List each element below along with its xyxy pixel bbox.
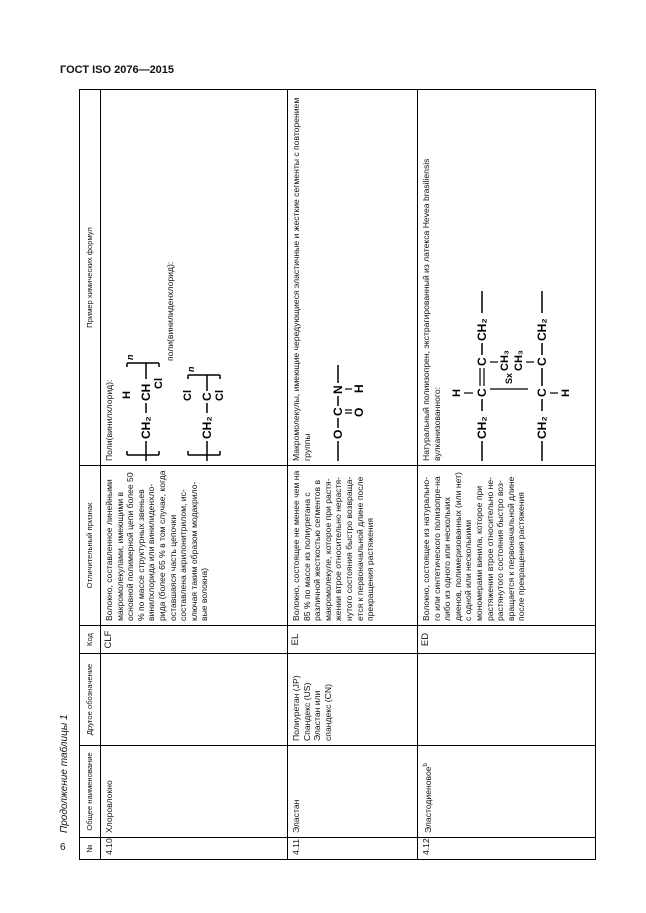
chem-c: C	[199, 392, 214, 401]
page-number: 6	[60, 842, 66, 853]
col-code-header: Код	[80, 626, 101, 654]
chem-ch: CH	[138, 383, 153, 401]
formula-caption-elastane: Макромолекулы, имеющие чередующиеся эластичные и жесткие сегменты с повторением группы	[291, 97, 312, 461]
row-feature: Волокно, состоящее не менее чем на 85 % по массе из полиуретана с различной жесткостью сегментов в макромолекуле, которое при растя-жении втрое относительно нерастя-нутого состояния быстро возвраща-ется к первоначальной длине после прекращения растяжения	[288, 466, 418, 626]
chem-ch2: CH₂	[535, 318, 550, 341]
row-formula	[288, 90, 418, 466]
chem-h: H	[451, 389, 464, 397]
row-num: 4.10	[101, 838, 288, 860]
row-name	[418, 746, 596, 838]
chem-n-subscript: n	[185, 366, 196, 372]
formula-caption-pvc: Поли(винилхлорид):	[104, 379, 114, 461]
fiber-table	[79, 89, 596, 860]
row-name: Эластан	[288, 746, 418, 838]
chem-o: O	[331, 429, 346, 439]
row-num: 4.11	[288, 838, 418, 860]
chem-n: N	[331, 385, 346, 394]
chem-cl: Cl	[152, 378, 165, 389]
col-other-header: Другое обозначение	[80, 654, 101, 746]
row-code: CLF	[101, 626, 288, 654]
row-feature: Волокно, составленное линейными макромолекулами, имеющими в основной полимерной цепи более 50 % по массе структурных звеньев винилхлорида или винилиденхло-рида (более 65 % в том случае, когда оставшаяся часть цепочки составлена акрилонитрилом, ис-ключая таким образом модакрило-вые волокна)	[101, 466, 288, 626]
formula-caption-pvdc: поли(винилиденхлорид):	[165, 261, 176, 361]
row-code: ED	[418, 626, 596, 654]
table-row	[101, 90, 288, 860]
chem-ch2: CH₂	[138, 416, 153, 439]
chem-ch3: CH₃	[499, 350, 512, 371]
chem-c: C	[475, 388, 490, 397]
chem-c: C	[331, 407, 346, 416]
chem-sx: Sx	[504, 372, 515, 384]
chem-ch2: CH₂	[475, 416, 490, 439]
chem-ch2: CH₂	[535, 416, 550, 439]
chem-o: O	[352, 407, 367, 417]
chem-h: H	[352, 384, 367, 393]
page-header: ГОСТ ISO 2076—2015	[60, 64, 175, 76]
pvc-formula	[119, 301, 163, 461]
col-feature-header: Отличительный признак	[80, 466, 101, 626]
table-header-row	[80, 90, 101, 860]
row-other: Полиуретан (JP) Спандекс (US) Эластан или спандекс (CN)	[288, 654, 418, 746]
table-caption: Продолжение таблицы 1	[59, 714, 70, 833]
chem-cl: Cl	[213, 390, 226, 401]
row-other	[418, 654, 596, 746]
row-code: EL	[288, 626, 418, 654]
chem-ch2: CH₂	[199, 416, 214, 439]
footnote-mark: b	[423, 763, 429, 767]
col-formula-header: Пример химических формул	[80, 90, 101, 466]
row-feature: Волокно, состоящее из натурально-го или синтетического полизопре-на либо из одного или нескольких диенов, полимеризованных (или нет) с одной или несколькими мономерами винила, которое при растяжении втрое относительно не-растянутого состояния быстро воз-вращается к первоначальной длине после прекращения растяжения	[418, 466, 596, 626]
table-row	[418, 90, 596, 860]
chem-ch3: CH₃	[513, 350, 526, 371]
row-num: 4.12	[418, 838, 596, 860]
chem-h: H	[120, 391, 133, 399]
chem-n-subscript: n	[124, 354, 135, 360]
row-other	[101, 654, 288, 746]
table-row	[288, 90, 418, 860]
polyisoprene-formula	[446, 91, 571, 461]
row-formula	[101, 90, 288, 466]
chem-ch2: CH₂	[475, 318, 490, 341]
row-name: Хлоровлокно	[101, 746, 288, 838]
chem-cl: Cl	[181, 390, 194, 401]
formula-caption-polyisoprene: Натуральный полиизопрен, экстрагированный из латекса Hevea brasiliensis вулканизованного:	[421, 158, 442, 461]
urethane-formula	[316, 321, 367, 461]
chem-c: C	[535, 388, 550, 397]
row-formula	[418, 90, 596, 466]
row-name-text: Эластодиеновое	[422, 766, 433, 833]
chem-c: C	[475, 357, 490, 366]
col-num-header: №	[80, 838, 101, 860]
col-name-header: Общее наименование	[80, 746, 101, 838]
rotated-table	[79, 90, 596, 860]
chem-c: C	[535, 357, 550, 366]
chem-h: H	[560, 389, 573, 397]
pvdc-formula	[180, 301, 224, 461]
